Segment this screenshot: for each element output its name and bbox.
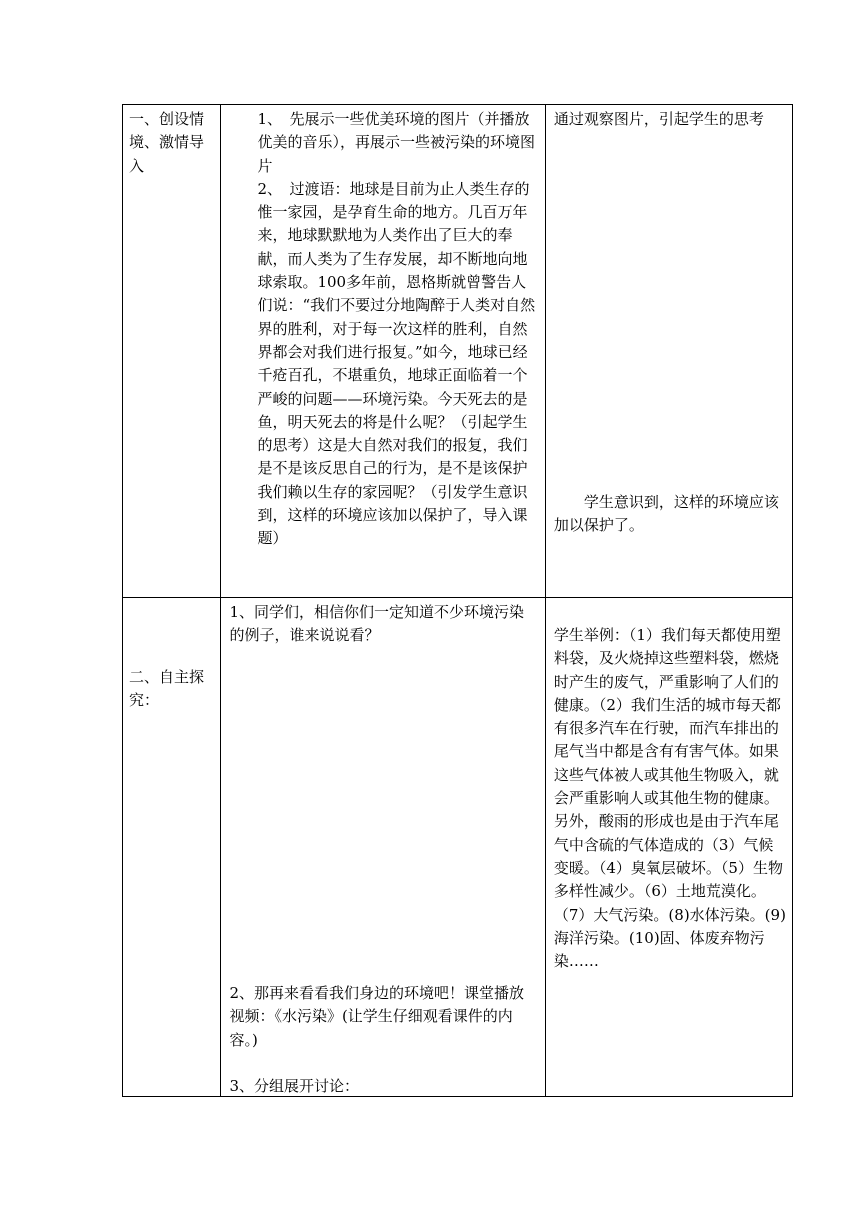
teacher-step-3: 3、分组展开讨论： [229, 1077, 359, 1095]
teacher-step-1: 1、 先展示一些优美环境的图片（并播放优美的音乐），再展示一些被污染的环境图片 [257, 110, 535, 175]
stage-label: 一、创设情境、激情导入 [129, 110, 205, 175]
student-response-1: 通过观察图片，引起学生的思考 [553, 110, 764, 128]
lesson-plan-table [122, 104, 793, 1097]
teacher-step-2: 2、那再来看看我们身边的环境吧！课堂播放视频：《水污染》(让学生仔细观看课件的内容。) [229, 984, 524, 1049]
table-row [123, 598, 793, 1097]
teacher-activity-cell [221, 598, 545, 1097]
student-response-1: 学生举例：（1）我们每天都使用塑料袋，及火烧掉这些塑料袋，燃烧时产生的废气，严重影响了人们的健康。（2）我们生活的城市每天都有很多汽车在行驶，而汽车排出的尾气当中都是含有有害气体。如果这些气体被人或其他生物吸入，就会严重影响人或其他生物的健康。另外，酸雨的形成也是由于汽车尾气中含硫的气体造成的（3）气候变暖。（4）臭氧层破坏。（5）生物多样性减少。（6）土地荒漠化。（7）大气污染。(8)水体污染。(9)海洋污染。(10)固、体废弃物污染…… [553, 626, 786, 971]
teacher-step-2: 2、 过渡语：地球是目前为止人类生存的惟一家园，是孕育生命的地方。几百万年来，地球默默地为人类作出了巨大的奉献，而人类为了生存发展，却不断地向地球索取。100多年前，恩格斯就曾警告人们说：“我们不要过分地陶醉于人类对自然界的胜利，对于每一次这样的胜利，自然界都会对我们进行报复。”如今，地球已经千疮百孔，不堪重负，地球正面临着一个严峻的问题——环境污染。今天死去的是鱼，明天死去的将是什么呢？（引起学生的思考）这是大自然对我们的报复，我们是不是该反思自己的行为，是不是该保护我们赖以生存的家园呢？（引发学生意识到，这样的环境应该加以保护了，导入课题） [257, 179, 536, 548]
stage-label: 二、自主探究： [129, 668, 205, 710]
stage-cell [123, 105, 221, 598]
student-activity-cell [545, 105, 792, 598]
teacher-activity-cell [221, 105, 545, 598]
stage-cell [123, 598, 221, 1097]
student-response-2: 学生意识到，这样的环境应该加以保护了。 [553, 493, 779, 535]
teacher-step-1: 1、同学们，相信你们一定知道不少环境污染的例子，谁来说说看？ [229, 603, 524, 645]
student-activity-cell [545, 598, 792, 1097]
table-row [123, 105, 793, 598]
